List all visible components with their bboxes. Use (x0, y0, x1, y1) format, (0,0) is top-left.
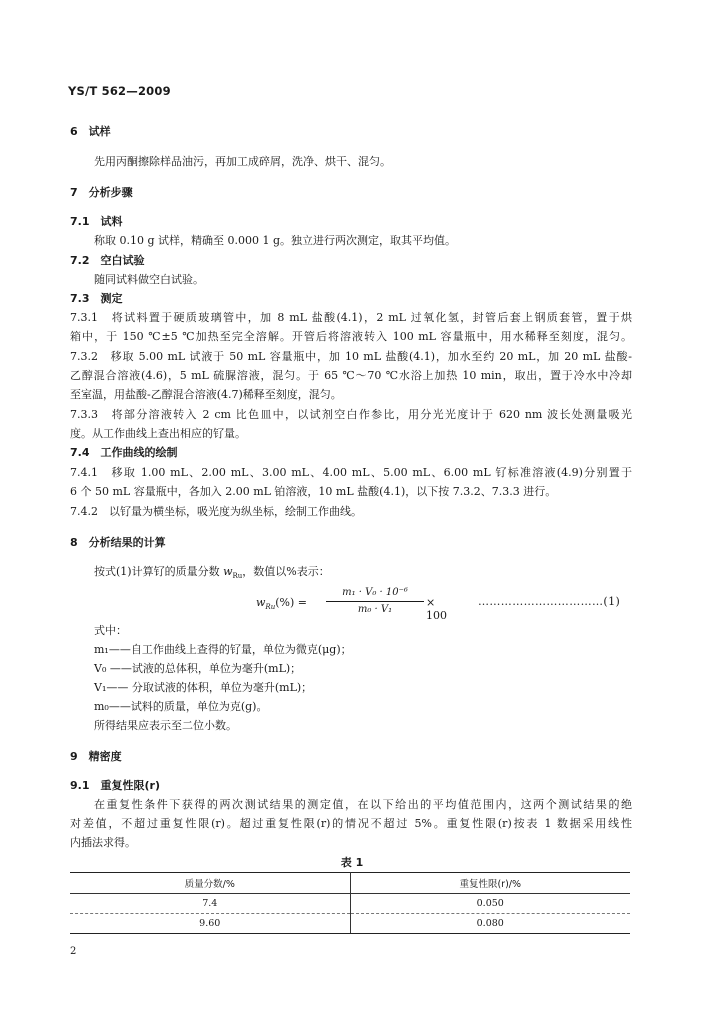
table-header-repeatability: 重复性限(r)/% (350, 873, 630, 894)
table-cell-repeatability: 0.080 (350, 914, 630, 934)
section-7-1-text: 称取 0.10 g 试样，精确至 0.000 1 g。独立进行两次测定，取其平均值。 (94, 234, 457, 247)
section-7-2-heading (70, 254, 145, 268)
formula-number: ……………………………(1) (478, 595, 621, 608)
section-6-heading (70, 125, 111, 139)
section-7-4-heading (70, 446, 178, 460)
formula-left-sub: Ru (265, 603, 276, 612)
table-cell-mass-fraction: 9.60 (70, 914, 350, 934)
formula-intro (94, 565, 330, 583)
formula-fraction (326, 586, 424, 617)
formula-intro-b: ，数值以%表示： (242, 565, 330, 578)
section-9-number: 9 (70, 750, 78, 763)
section-7-3-heading (70, 292, 123, 306)
section-8-number: 8 (70, 536, 78, 549)
formula-denominator: m₀ · V₁ (357, 604, 393, 615)
formula-left (256, 596, 307, 611)
section-7-3-1-line-2: 箱中，于 150 ℃±5 ℃加热至完全溶解。开管后将溶液转入 100 mL 容量瓶中，用水稀释至刻度，混匀。 (70, 330, 632, 343)
table-1-caption: 表 1 (340, 856, 364, 869)
fraction-bar (326, 601, 424, 602)
formula-1 (256, 586, 446, 620)
section-7-2-title: 空白试验 (100, 254, 145, 267)
section-9-1-line-3: 内插法求得。 (70, 836, 136, 849)
section-7-1-heading (70, 215, 123, 229)
section-6-number: 6 (70, 125, 78, 138)
section-6-title: 试样 (88, 125, 111, 138)
table-cell-mass-fraction: 7.4 (70, 894, 350, 914)
section-7-4-1-line-1: 7.4.1 移取 1.00 mL、2.00 mL、3.00 mL、4.00 mL、5.00 mL、6.00 mL 钌标准溶液(4.9)分别置于 (70, 466, 632, 479)
formula-left-rest: (%) = (275, 596, 307, 609)
section-7-3-2-line-2: 乙醇混合溶液(4.6)，5 mL 硫脲溶液，混匀。于 65 ℃～70 ℃水浴上加热 10 min，取出，置于冷水中冷却 (70, 369, 632, 382)
section-7-3-3-line-2: 度。从工作曲线上查出相应的钌量。 (70, 427, 246, 440)
section-9-1-line-2: 对差值，不超过重复性限(r)。超过重复性限(r)的情况不超过 5%。重复性限(r)按表 1 数据采用线性 (70, 817, 632, 830)
section-7-4-2-line-1: 7.4.2 以钌量为横坐标，吸光度为纵坐标，绘制工作曲线。 (70, 505, 362, 518)
section-7-4-1-line-2: 6 个 50 mL 容量瓶中，各加入 2.00 mL 铂溶液，10 mL 盐酸(4.1)，以下按 7.3.2、7.3.3 进行。 (70, 485, 557, 498)
section-9-heading (70, 750, 122, 764)
table-header-row (70, 873, 630, 894)
section-7-3-number: 7.3 (70, 292, 90, 305)
section-7-3-title: 测定 (100, 292, 123, 305)
definition-m1: m₁——自工作曲线上查得的钌量，单位为微克(μg)； (94, 643, 352, 656)
section-7-3-3-line-1: 7.3.3 将部分溶液转入 2 cm 比色皿中，以试剂空白作参比，用分光光度计于 620 nm 波长处测量吸光 (70, 408, 632, 421)
section-7-1-title: 试料 (100, 215, 123, 228)
section-7-3-2-line-1: 7.3.2 移取 5.00 mL 试液于 50 mL 容量瓶中，加 10 mL 盐酸(4.1)，加水至约 20 mL，加 20 mL 盐酸- (70, 350, 632, 363)
table-cell-repeatability: 0.050 (350, 894, 630, 914)
formula-numerator: m₁ · V₀ · 10⁻⁶ (342, 587, 408, 598)
formula-intro-var: w (223, 565, 233, 578)
section-7-4-title: 工作曲线的绘制 (100, 446, 178, 459)
section-7-1-number: 7.1 (70, 215, 90, 228)
formula-intro-sub: Ru (232, 572, 243, 581)
section-8-heading (70, 536, 166, 550)
definition-m0: m₀——试料的质量，单位为克(g)。 (94, 700, 268, 713)
section-9-1-heading (70, 779, 160, 793)
section-7-3-1-line-1: 7.3.1 将试料置于硬质玻璃管中，加 8 mL 盐酸(4.1)，2 mL 过氧化氢，封管后套上钢质套管，置于烘 (70, 311, 632, 324)
section-7-2-number: 7.2 (70, 254, 90, 267)
section-9-1-line-1: 在重复性条件下获得的两次测试结果的测定值，在以下给出的平均值范围内，这两个测试结果的绝 (94, 798, 632, 811)
definition-v0: V₀ ——试液的总体积，单位为毫升(mL)； (94, 662, 302, 675)
page-number: 2 (70, 946, 77, 957)
section-9-title: 精密度 (88, 750, 122, 763)
result-precision-note: 所得结果应表示至二位小数。 (94, 719, 237, 732)
table-row (70, 914, 630, 934)
section-9-1-title: 重复性限(r) (100, 779, 160, 792)
section-8-title: 分析结果的计算 (88, 536, 166, 549)
section-7-2-text: 随同试料做空白试验。 (94, 273, 204, 286)
section-9-1-number: 9.1 (70, 779, 90, 792)
section-7-heading (70, 186, 133, 200)
definition-v1: V₁—— 分取试液的体积，单位为毫升(mL)； (94, 681, 313, 694)
where-label: 式中： (94, 624, 127, 637)
formula-intro-a: 按式(1)计算钌的质量分数 (94, 565, 224, 578)
table-row (70, 894, 630, 914)
section-7-title: 分析步骤 (88, 186, 133, 199)
formula-left-var: w (256, 596, 266, 609)
table-1 (70, 872, 630, 934)
section-7-number: 7 (70, 186, 78, 199)
standard-number: YS/T 562—2009 (68, 84, 171, 98)
section-7-3-2-line-3: 至室温，用盐酸-乙醇混合溶液(4.7)稀释至刻度，混匀。 (70, 388, 342, 401)
section-7-4-number: 7.4 (70, 446, 90, 459)
table-header-mass-fraction: 质量分数/% (70, 873, 350, 894)
formula-right: × 100 (426, 596, 447, 622)
section-6-text: 先用丙酮擦除样品油污，再加工成碎屑，洗净、烘干、混匀。 (94, 155, 391, 168)
